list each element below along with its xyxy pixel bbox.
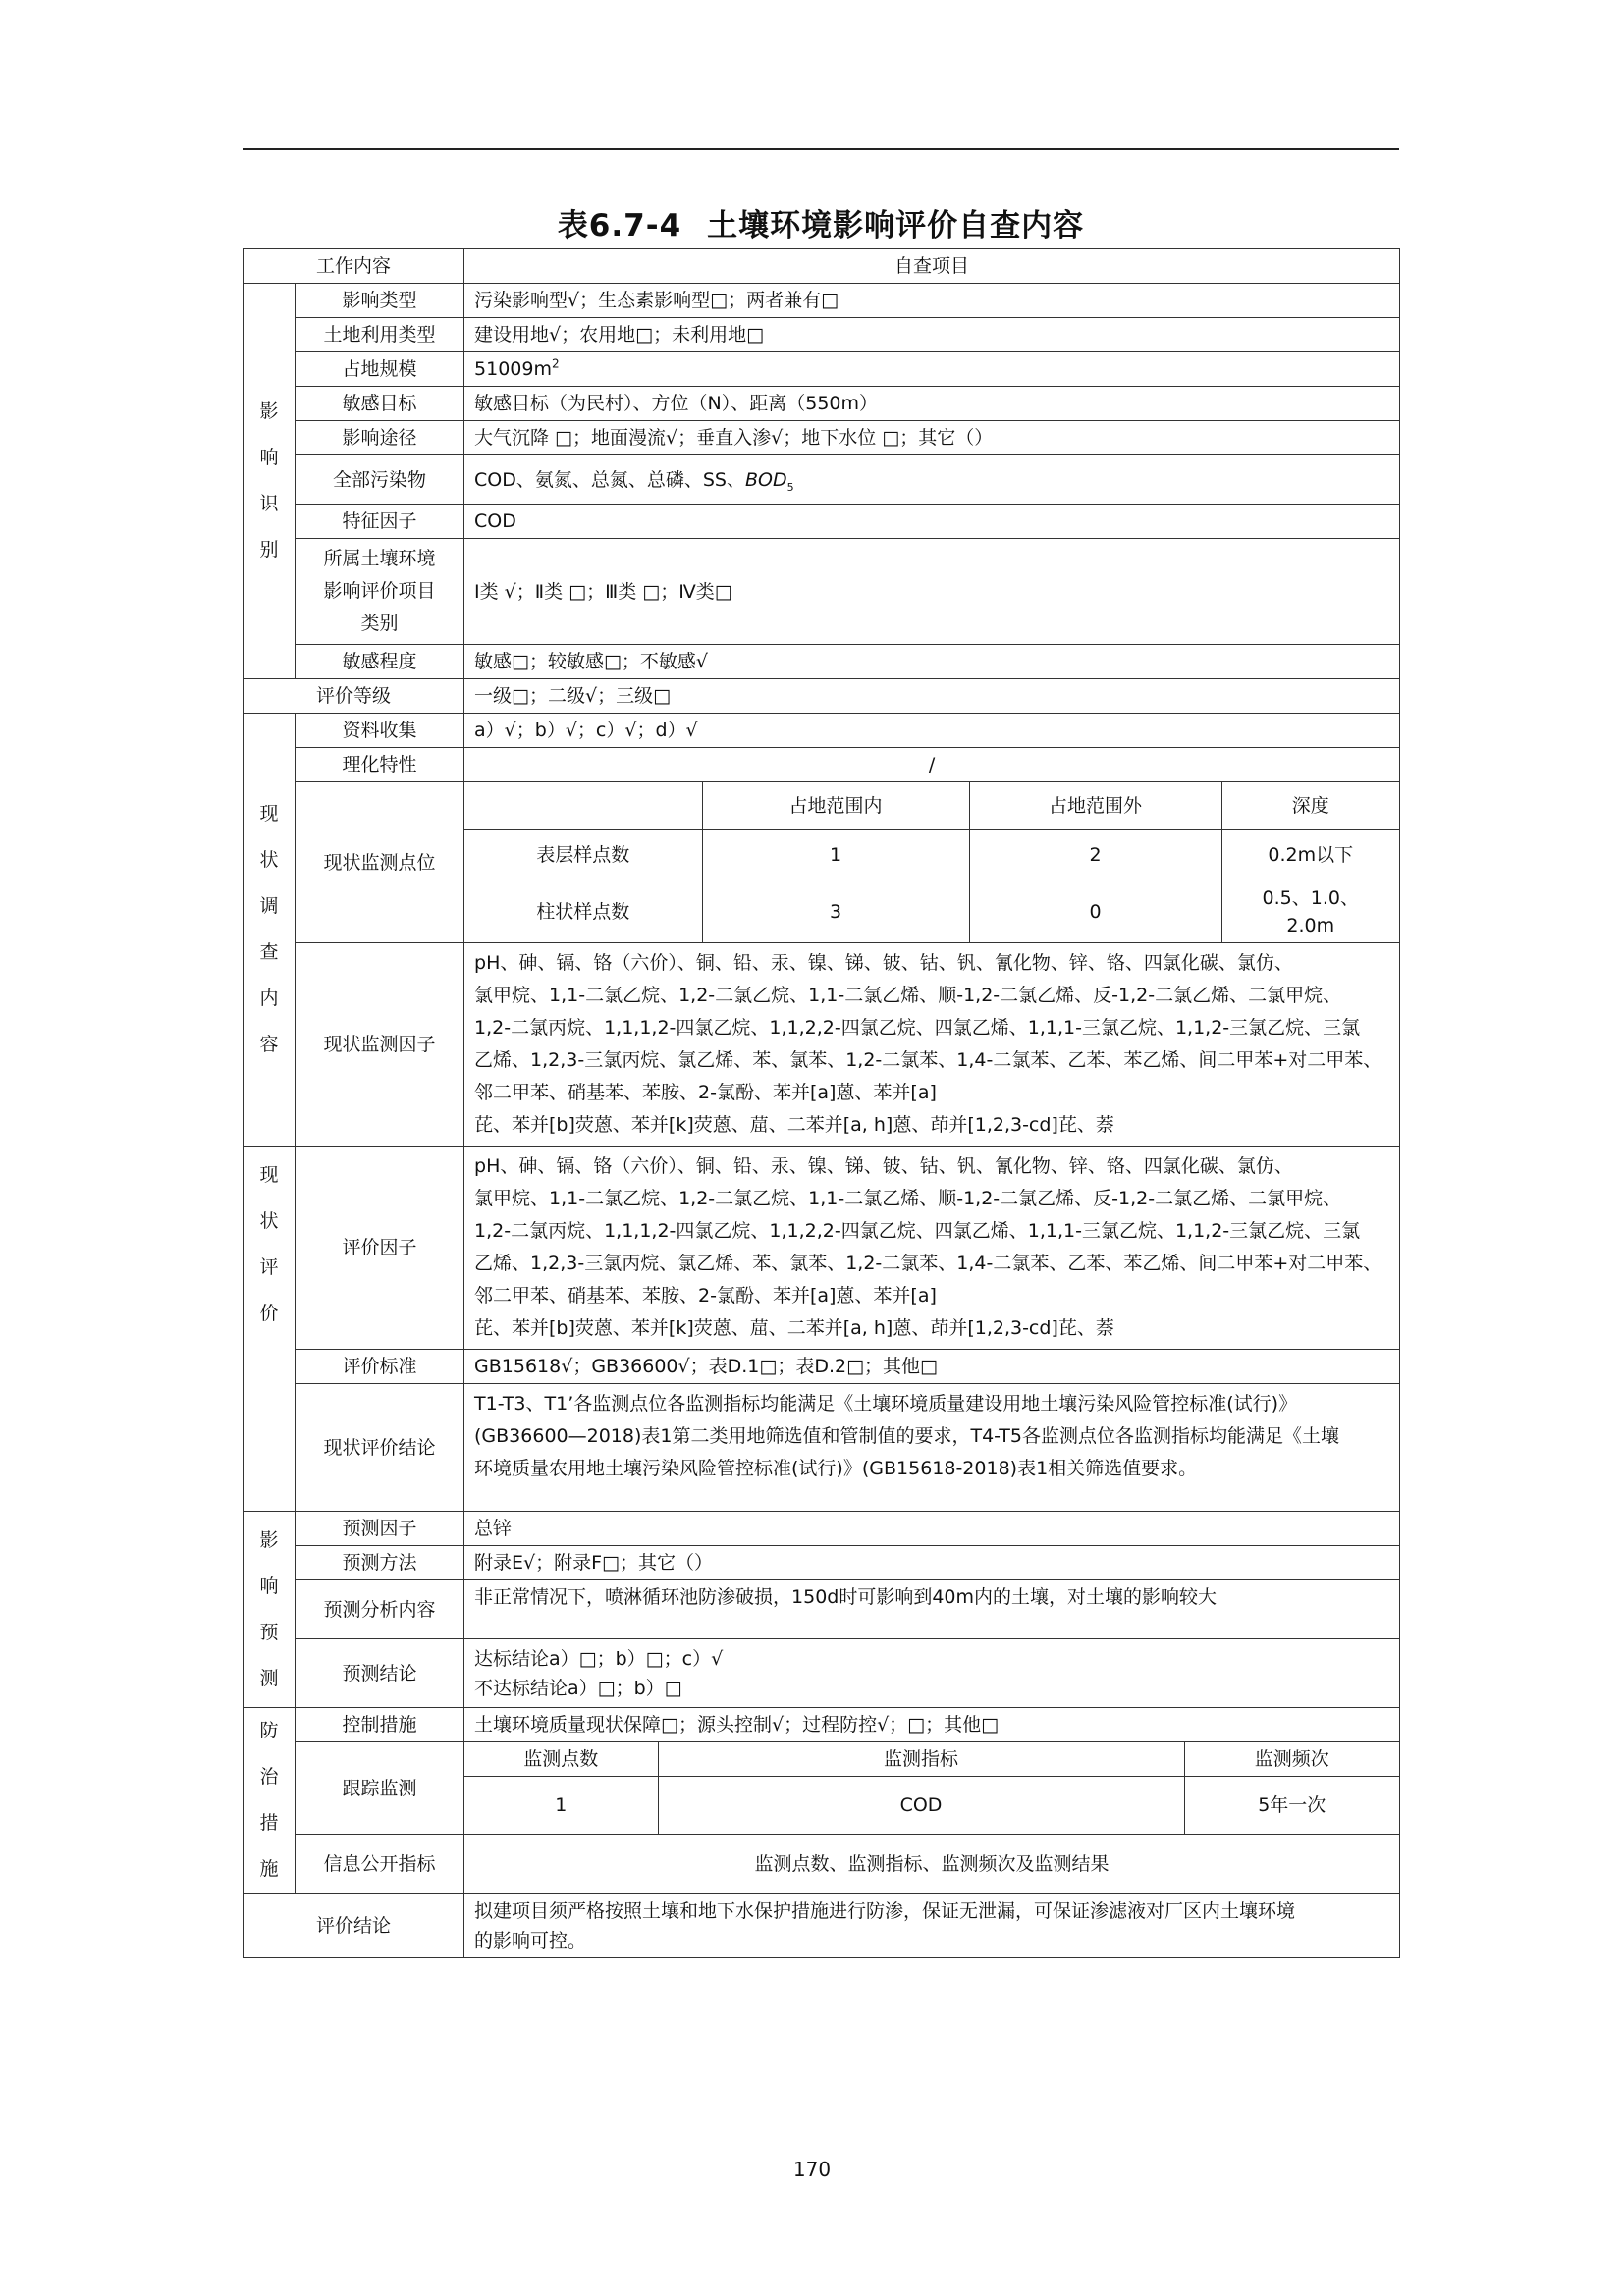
row-value-sensitivity: 敏感□；较敏感□；不敏感√ (464, 645, 1400, 679)
group-char: 状 (259, 849, 279, 871)
row-value-eval-factors (464, 1147, 1400, 1350)
final-conclusion-line: 的影响可控。 (474, 1929, 587, 1951)
row-label-grade: 评价等级 (244, 679, 464, 714)
group-char: 预 (259, 1621, 279, 1643)
points-cell: 0.2m以下 (1221, 829, 1399, 881)
group-char: 价 (259, 1303, 279, 1324)
factor-line: 乙烯、1,2,3-三氯丙烷、氯乙烯、苯、氯苯、1,2-二氯苯、1,4-二氯苯、乙苯、苯乙烯、间二甲苯+对二甲苯、 (474, 1049, 1382, 1071)
points-cell: 3 (702, 881, 969, 942)
group-char: 影 (259, 1528, 279, 1551)
group-char: 状 (259, 1210, 279, 1232)
row-label-physchem: 理化特性 (296, 748, 464, 782)
factor-line: pH、砷、镉、铬（六价）、铜、铅、汞、镍、锑、铍、钴、钒、氰化物、锌、铬、四氯化碳、氯仿、 (474, 952, 1293, 974)
group-impact-identification (244, 284, 296, 679)
group-status-survey (244, 714, 296, 1147)
row-label-forecast-factor: 预测因子 (296, 1512, 464, 1546)
row-label-monitoring-points: 现状监测点位 (296, 782, 464, 943)
group-char: 影 (259, 400, 279, 422)
group-char: 别 (259, 539, 279, 561)
points-cell: 0 (969, 881, 1221, 942)
page-number: 170 (792, 2158, 832, 2181)
points-header-cell (464, 782, 702, 829)
area-unit-superscript: 2 (551, 356, 560, 371)
row-value-monitoring-factors (464, 943, 1400, 1147)
row-label-area: 占地规模 (296, 352, 464, 387)
group-char: 测 (259, 1667, 279, 1689)
conclusion-line: T1-T3、T1’各监测点位各监测指标均能满足《土壤环境质量建设用地土壤污染风险管控标准(试行)》 (474, 1393, 1298, 1415)
points-cell: 柱状样点数 (464, 881, 702, 942)
tracking-header-cell: 监测指标 (658, 1742, 1184, 1777)
row-label-eval-conclusion: 现状评价结论 (296, 1384, 464, 1512)
tracking-header-cell: 监测点数 (464, 1742, 658, 1777)
row-label-project-category (296, 539, 464, 645)
group-char: 措 (259, 1812, 279, 1834)
row-label-land-use: 土地利用类型 (296, 318, 464, 352)
row-value-eval-conclusion (464, 1384, 1400, 1512)
points-cell: 表层样点数 (464, 829, 702, 881)
row-value-forecast-analysis: 非正常情况下，喷淋循环池防渗破损，150d时可影响到40m内的土壤，对土壤的影响较大 (464, 1580, 1400, 1639)
factor-line: 邻二甲苯、硝基苯、苯胺、2-氯酚、苯并[a]蒽、苯并[a] (474, 1285, 937, 1307)
factor-line: 芘、苯并[b]荧蒽、苯并[k]荧蒽、䓛、二苯并[a, h]蒽、茚并[1,2,3-cd]芘、萘 (474, 1317, 1114, 1339)
points-cell: 0.5、1.0、2.0m (1221, 881, 1399, 942)
group-char: 响 (259, 447, 279, 468)
row-label-final-conclusion: 评价结论 (244, 1894, 464, 1958)
row-label-impact-type: 影响类型 (296, 284, 464, 318)
factor-line: 1,2-二氯丙烷、1,1,1,2-四氯乙烷、1,1,2,2-四氯乙烷、四氯乙烯、1,1,1-三氯乙烷、1,1,2-三氯乙烷、三氯 (474, 1220, 1361, 1242)
final-conclusion-line: 拟建项目须严格按照土壤和地下水保护措施进行防渗，保证无泄漏，可保证渗滤液对厂区内土壤环境 (474, 1899, 1296, 1922)
row-value-project-category: Ⅰ类 √；Ⅱ类 □；Ⅲ类 □；Ⅳ类□ (464, 539, 1400, 645)
factor-line: 氯甲烷、1,1-二氯乙烷、1,2-二氯乙烷、1,1-二氯乙烯、顺-1,2-二氯乙烯、反-1,2-二氯乙烯、二氯甲烷、 (474, 985, 1342, 1006)
label-line: 影响评价项目 (323, 580, 436, 602)
group-char: 治 (259, 1766, 279, 1788)
row-label-data-collection: 资料收集 (296, 714, 464, 748)
group-char: 防 (259, 1720, 279, 1741)
row-value-forecast-method: 附录E√；附录F□；其它（） (464, 1546, 1400, 1580)
row-value-disclosure: 监测点数、监测指标、监测频次及监测结果 (464, 1835, 1400, 1894)
points-cell: 1 (702, 829, 969, 881)
row-label-sensitive-target: 敏感目标 (296, 387, 464, 421)
header-work-content: 工作内容 (244, 249, 464, 284)
tracking-monitoring-table (464, 1742, 1399, 1834)
area-value: 51009m (474, 358, 552, 380)
row-value-pathway: 大气沉降 □；地面漫流√；垂直入渗√；地下水位 □；其它（） (464, 421, 1400, 455)
row-value-eval-standard: GB15618√；GB36600√；表D.1□；表D.2□；其他□ (464, 1350, 1400, 1384)
row-value-data-collection: a）√；b）√；c）√；d）√ (464, 714, 1400, 748)
row-label-eval-factors: 评价因子 (296, 1147, 464, 1350)
row-label-tracking-monitoring: 跟踪监测 (296, 1742, 464, 1835)
tracking-monitoring-cell (464, 1742, 1400, 1835)
group-char: 调 (259, 895, 279, 917)
group-char: 评 (259, 1256, 279, 1278)
tracking-row (464, 1777, 1399, 1834)
factor-line: 邻二甲苯、硝基苯、苯胺、2-氯酚、苯并[a]蒽、苯并[a] (474, 1082, 937, 1103)
row-value-grade: 一级□；二级√；三级□ (464, 679, 1400, 714)
row-value-land-use: 建设用地√；农用地□；未利用地□ (464, 318, 1400, 352)
row-value-final-conclusion (464, 1894, 1400, 1958)
tracking-header-cell: 监测频次 (1184, 1742, 1399, 1777)
pollutants-bod-subscript: 5 (786, 480, 794, 494)
row-label-forecast-conclusion: 预测结论 (296, 1639, 464, 1708)
row-label-forecast-analysis: 预测分析内容 (296, 1580, 464, 1639)
row-label-monitoring-factors: 现状监测因子 (296, 943, 464, 1147)
header-check-items: 自查项目 (464, 249, 1400, 284)
group-prevention-measures (244, 1708, 296, 1894)
group-char: 内 (259, 988, 279, 1009)
points-row (464, 829, 1399, 881)
row-value-impact-type: 污染影响型√；生态素影响型□；两者兼有□ (464, 284, 1400, 318)
group-char: 现 (259, 803, 279, 825)
row-value-physchem: / (464, 748, 1400, 782)
monitoring-points-table (464, 782, 1399, 942)
row-label-eval-standard: 评价标准 (296, 1350, 464, 1384)
points-header-cell: 深度 (1221, 782, 1399, 829)
table-title-text: 土壤环境影响评价自查内容 (707, 208, 1085, 243)
pollutants-handwritten-bod: BOD (745, 468, 787, 491)
group-char: 响 (259, 1575, 279, 1597)
conclusion-line: (GB36600—2018)表1第二类用地筛选值和管制值的要求，T4-T5各监测点位各监测指标均能满足《土壤 (474, 1425, 1339, 1447)
monitoring-points-cell (464, 782, 1400, 943)
points-header-cell: 占地范围外 (969, 782, 1221, 829)
row-label-sensitivity: 敏感程度 (296, 645, 464, 679)
row-label-forecast-method: 预测方法 (296, 1546, 464, 1580)
factor-line: 芘、苯并[b]荧蒽、苯并[k]荧蒽、䓛、二苯并[a, h]蒽、茚并[1,2,3-cd]芘、萘 (474, 1114, 1114, 1136)
group-char: 识 (259, 493, 279, 514)
row-value-characteristic-factor: COD (464, 505, 1400, 539)
group-char: 查 (259, 941, 279, 963)
forecast-conclusion-line: 达标结论a）□；b）□；c）√ (474, 1647, 724, 1670)
pollutants-list: COD、氨氮、总氮、总磷、SS、 (474, 468, 745, 491)
row-label-pollutants: 全部污染物 (296, 455, 464, 505)
factor-line: pH、砷、镉、铬（六价）、铜、铅、汞、镍、锑、铍、钴、钒、氰化物、锌、铬、四氯化碳、氯仿、 (474, 1155, 1293, 1177)
factor-line: 乙烯、1,2,3-三氯丙烷、氯乙烯、苯、氯苯、1,2-二氯苯、1,4-二氯苯、乙苯、苯乙烯、间二甲苯+对二甲苯、 (474, 1253, 1382, 1274)
row-value-sensitive-target: 敏感目标（为民村）、方位（N）、距离（550m） (464, 387, 1400, 421)
conclusion-line: 环境质量农用地土壤污染风险管控标准(试行)》(GB15618-2018)表1相关筛选值要求。 (474, 1458, 1198, 1479)
table-number: 表6.7-4 (557, 208, 682, 243)
row-value-forecast-conclusion (464, 1639, 1400, 1708)
group-char: 现 (259, 1164, 279, 1186)
factor-line: 氯甲烷、1,1-二氯乙烷、1,2-二氯乙烷、1,1-二氯乙烯、顺-1,2-二氯乙烯、反-1,2-二氯乙烯、二氯甲烷、 (474, 1188, 1342, 1209)
row-value-control-measures: 土壤环境质量现状保障□；源头控制√；过程防控√；□；其他□ (464, 1708, 1400, 1742)
row-value-forecast-factor: 总锌 (464, 1512, 1400, 1546)
row-label-pathway: 影响途径 (296, 421, 464, 455)
points-cell: 2 (969, 829, 1221, 881)
label-line: 所属土壤环境 (323, 548, 436, 569)
tracking-cell: 5年一次 (1184, 1777, 1399, 1834)
label-line: 类别 (360, 613, 399, 634)
row-value-area (464, 352, 1400, 387)
group-char: 容 (259, 1034, 279, 1055)
table-title (243, 200, 1399, 244)
points-header-cell: 占地范围内 (702, 782, 969, 829)
group-char: 施 (259, 1858, 279, 1880)
row-label-control-measures: 控制措施 (296, 1708, 464, 1742)
tracking-cell: 1 (464, 1777, 658, 1834)
tracking-header-row (464, 1742, 1399, 1777)
factor-line: 1,2-二氯丙烷、1,1,1,2-四氯乙烷、1,1,2,2-四氯乙烷、四氯乙烯、1,1,1-三氯乙烷、1,1,2-三氯乙烷、三氯 (474, 1017, 1361, 1039)
points-row (464, 881, 1399, 942)
points-header-row (464, 782, 1399, 829)
group-status-evaluation (244, 1147, 296, 1512)
tracking-cell: COD (658, 1777, 1184, 1834)
row-label-disclosure: 信息公开指标 (296, 1835, 464, 1894)
forecast-conclusion-line: 不达标结论a）□；b）□ (474, 1677, 682, 1699)
group-impact-forecast (244, 1512, 296, 1708)
row-label-characteristic-factor: 特征因子 (296, 505, 464, 539)
table-header-row (244, 249, 1400, 284)
self-check-table (243, 248, 1400, 1958)
row-value-pollutants (464, 455, 1400, 505)
header-rule (243, 148, 1399, 150)
